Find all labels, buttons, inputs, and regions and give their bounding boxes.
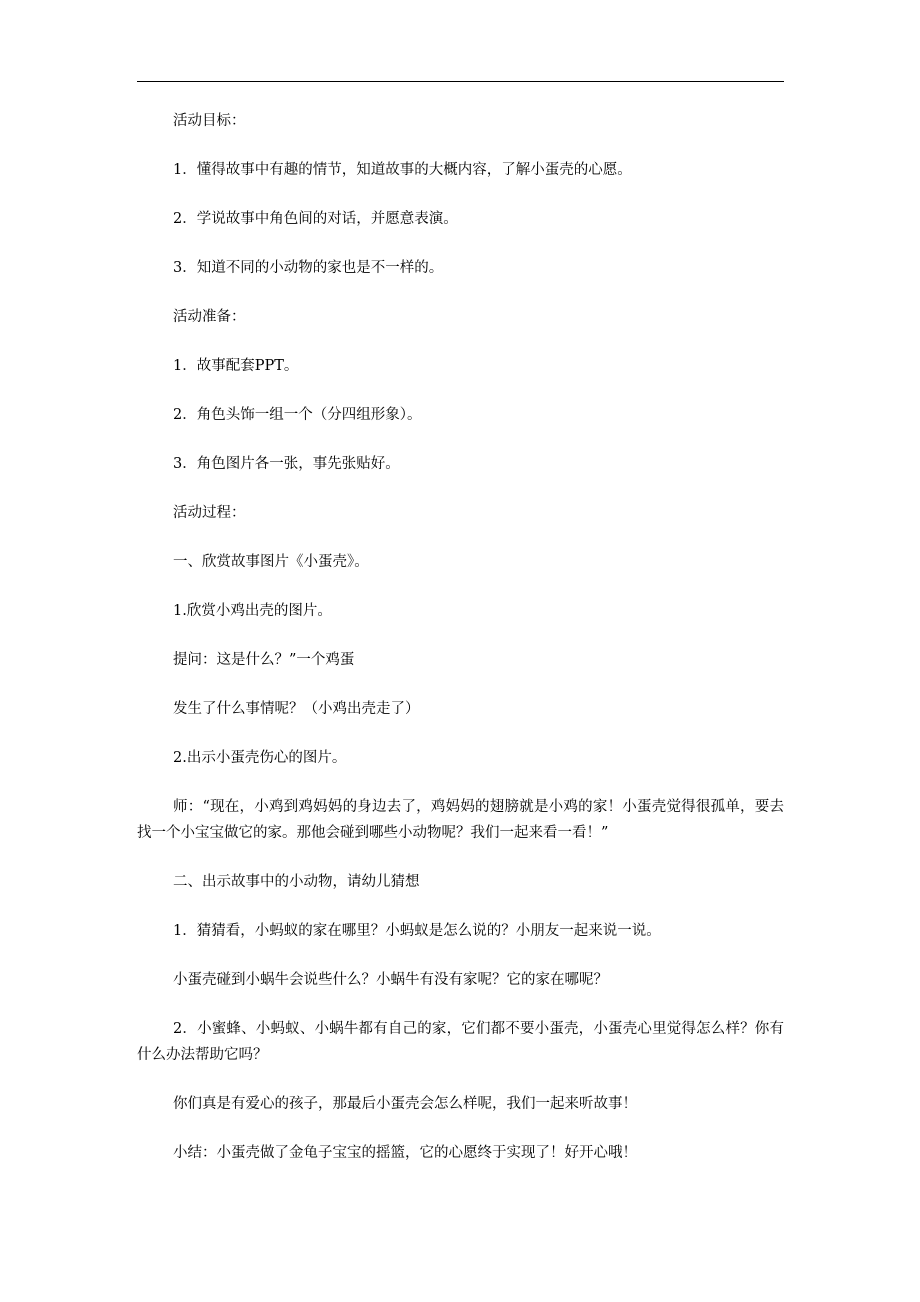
process-paragraph: 1．猜猜看，小蚂蚁的家在哪里？小蚂蚁是怎么说的？小朋友一起来说一说。 bbox=[173, 923, 661, 939]
teacher-dialogue: 师：“现在，小鸡到鸡妈妈的身边去了，鸡妈妈的翅膀就是小鸡的家！小蛋壳觉得很孤单，要去找一个小宝宝做它的家。那他会碰到哪些小动物呢？我们一起来看一看！” bbox=[137, 799, 784, 841]
goal-item-2: 2．学说故事中角色间的对话，并愿意表演。 bbox=[173, 211, 458, 227]
preparation-item-2: 2．角色头饰一组一个（分四组形象）。 bbox=[173, 407, 422, 423]
process-paragraph: 1.欣赏小鸡出壳的图片。 bbox=[173, 603, 332, 619]
header-rule bbox=[137, 81, 784, 82]
goal-item-3: 3．知道不同的小动物的家也是不一样的。 bbox=[173, 260, 444, 276]
process-paragraph: 2．小蜜蜂、小蚂蚁、小蜗牛都有自己的家，它们都不要小蛋壳，小蛋壳心里觉得怎么样？你有什么办法帮助它吗？ bbox=[137, 1021, 784, 1063]
process-step-1-heading: 一、欣赏故事图片《小蛋壳》。 bbox=[173, 554, 369, 570]
process-paragraph: 小蛋壳碰到小蜗牛会说些什么？小蜗牛有没有家呢？它的家在哪呢？ bbox=[173, 972, 608, 988]
process-paragraph: 提问：这是什么？”一个鸡蛋 bbox=[173, 652, 355, 668]
preparation-item-1: 1．故事配套PPT。 bbox=[173, 358, 299, 374]
section-heading-preparation: 活动准备： bbox=[173, 309, 246, 325]
preparation-item-3: 3．角色图片各一张，事先张贴好。 bbox=[173, 456, 400, 472]
goal-item-1: 1．懂得故事中有趣的情节，知道故事的大概内容，了解小蛋壳的心愿。 bbox=[173, 162, 632, 178]
section-heading-process: 活动过程： bbox=[173, 505, 246, 521]
process-paragraph: 你们真是有爱心的孩子，那最后小蛋壳会怎么样呢，我们一起来听故事！ bbox=[173, 1096, 637, 1112]
process-paragraph: 发生了什么事情呢？（小鸡出壳走了） bbox=[173, 701, 420, 717]
summary-paragraph: 小结：小蛋壳做了金龟子宝宝的摇篮，它的心愿终于实现了！好开心哦！ bbox=[173, 1145, 637, 1161]
document-body bbox=[137, 108, 784, 1166]
process-step-2-heading: 二、出示故事中的小动物，请幼儿猜想 bbox=[173, 874, 420, 890]
section-heading-goals: 活动目标： bbox=[173, 113, 246, 129]
process-paragraph: 2.出示小蛋壳伤心的图片。 bbox=[173, 750, 347, 766]
